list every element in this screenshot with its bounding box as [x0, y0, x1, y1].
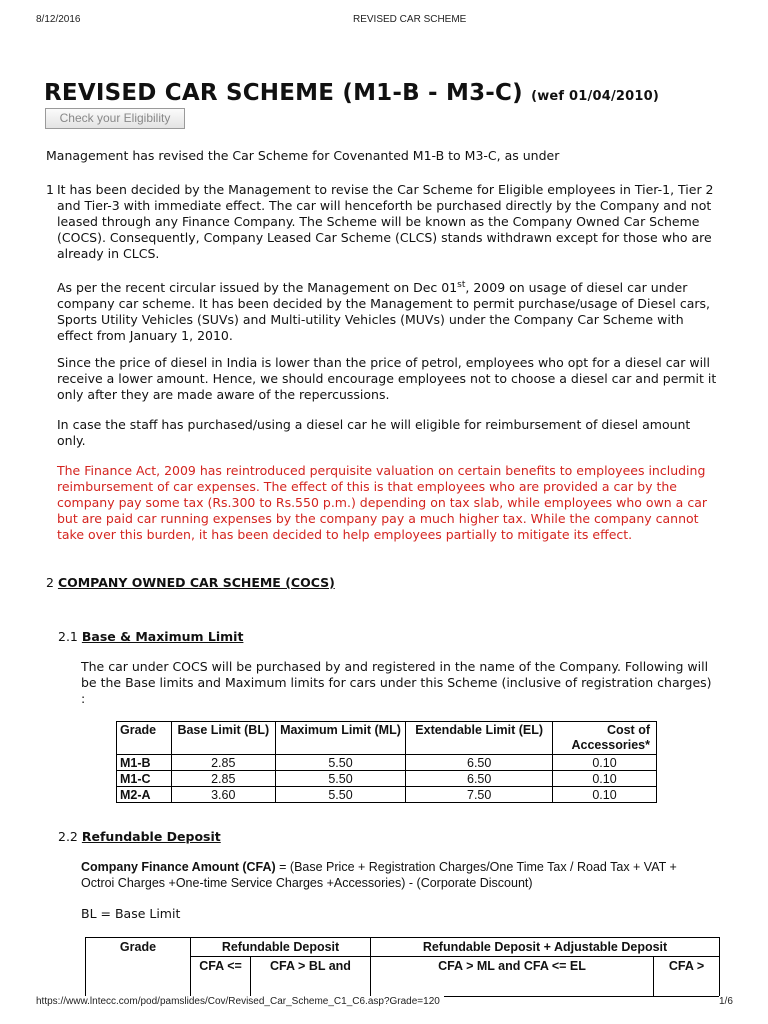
subsection-2-1-title: Base & Maximum Limit — [81, 629, 244, 644]
text-line: only. — [57, 433, 86, 448]
print-url: https://www.lntecc.com/pod/pamslides/Cov/Revised_Car_Scheme_C1_C6.asp?Grade=120 — [36, 996, 444, 1007]
column-subheader: CFA <= — [191, 957, 251, 997]
text-line: leased through any Finance Company. The Scheme will be known as the Company Owned Car Scheme — [57, 214, 700, 229]
base-limit-definition: BL = Base Limit — [81, 906, 181, 921]
table-row — [117, 771, 657, 787]
table-cell: 7.50 — [406, 787, 553, 803]
text-line: Sports Utility Vehicles (SUVs) and Multi-utility Vehicles (MUVs) under the Company Car Scheme with — [57, 312, 684, 328]
column-subheader: CFA > ML and CFA <= EL — [371, 957, 654, 997]
subsection-2-1-heading — [58, 629, 243, 645]
text-line: In case the staff has purchased/using a diesel car he will eligible for reimbursement of diesel amount — [57, 417, 691, 432]
finance-act-paragraph — [57, 463, 707, 543]
text-line: Since the price of diesel in India is lower than the price of petrol, employees who opt for a diesel car will — [57, 355, 710, 370]
column-header — [371, 938, 720, 957]
column-header: Extendable Limit (EL) — [406, 722, 553, 755]
table-cell: 0.10 — [553, 755, 657, 771]
check-eligibility-button[interactable]: Check your Eligibility — [45, 108, 185, 129]
section-2-heading — [46, 575, 335, 591]
grade-cell: M1-C — [117, 771, 172, 787]
text-line: The Finance Act, 2009 has reintroduced perquisite valuation on certain benefits to employees including — [57, 463, 706, 478]
table-header-row — [117, 722, 657, 755]
text-fragment: = (Base Price + Registration Charges/One Time Tax / Road Tax + VAT + — [275, 860, 677, 874]
text-line: The car under COCS will be purchased by and registered in the name of the Company. Following will — [81, 659, 709, 674]
table-cell: 5.50 — [275, 755, 406, 771]
section-1-number: 1 — [46, 182, 54, 197]
text-line: already in CLCS. — [57, 246, 160, 261]
print-page-number: 1/6 — [719, 996, 733, 1007]
text-line: be the Base limits and Maximum limits for cars under this Scheme (inclusive of registration charges) — [81, 675, 712, 690]
text-line: : — [81, 691, 86, 706]
column-subheader: CFA > BL and — [251, 957, 371, 997]
table-header-row — [86, 938, 720, 957]
table-cell: 2.85 — [171, 771, 275, 787]
text-fragment: , 2009 on usage of diesel car under — [465, 280, 688, 296]
text-line: reimbursement of car expenses. The effect of this is that employees who are provided a car by the — [57, 479, 677, 494]
subsection-2-2-number: 2.2 — [58, 829, 78, 844]
cfa-definition — [81, 859, 677, 891]
deposit-table — [85, 937, 720, 997]
grade-cell: M2-A — [117, 787, 172, 803]
section-2-number: 2 — [46, 575, 54, 590]
text-line: only after they are made aware of the repercussions. — [57, 387, 390, 402]
text-line: effect from January 1, 2010. — [57, 328, 233, 344]
subsection-2-2-title: Refundable Deposit — [81, 829, 221, 844]
table-cell: 6.50 — [406, 771, 553, 787]
text-line: take over this burden, it has been decided to help employees partially to mitigate its effect. — [57, 527, 633, 542]
column-header: Cost of Accessories* — [553, 722, 657, 755]
column-header: Refundable Deposit — [191, 938, 371, 957]
diesel-reimbursement-paragraph — [57, 417, 690, 449]
diesel-price-paragraph — [57, 355, 716, 403]
table-cell: 5.50 — [275, 771, 406, 787]
title-effective-date: (wef 01/04/2010) — [531, 89, 660, 104]
intro-paragraph: Management has revised the Car Scheme for Covenanted M1-B to M3-C, as under — [46, 148, 560, 163]
subsection-2-2-heading — [58, 829, 221, 845]
table-cell: 2.85 — [171, 755, 275, 771]
column-header: Grade — [117, 722, 172, 755]
header-text: Refundable Deposit + Adjustable Deposit — [422, 940, 668, 954]
text-line — [81, 859, 677, 875]
text-line: company car scheme. It has been decided by the Management to permit purchase/usage of Diesel cars, — [57, 296, 710, 312]
column-header: Grade — [86, 938, 191, 997]
grade-cell: M1-B — [117, 755, 172, 771]
table-cell: 6.50 — [406, 755, 553, 771]
superscript: st — [457, 280, 466, 290]
title-text: REVISED CAR SCHEME (M1-B - M3-C) — [44, 80, 523, 106]
text-line: but are paid car running expenses by the company pay a much higher tax. While the company cannot — [57, 511, 699, 526]
column-header: Maximum Limit (ML) — [275, 722, 406, 755]
text-fragment: As per the recent circular issued by the Management on Dec 01 — [57, 280, 458, 296]
section-2-title: COMPANY OWNED CAR SCHEME (COCS) — [57, 575, 335, 590]
column-header: Base Limit (BL) — [171, 722, 275, 755]
print-title: REVISED CAR SCHEME — [353, 14, 467, 25]
print-date: 8/12/2016 — [36, 14, 81, 25]
table-cell: 5.50 — [275, 787, 406, 803]
document-title — [44, 80, 659, 106]
column-subheader: CFA > — [654, 957, 720, 997]
table-cell: 0.10 — [553, 787, 657, 803]
subsection-2-1-number: 2.1 — [58, 629, 78, 644]
text-line: Octroi Charges +One-time Service Charges +Accessories) - (Corporate Discount) — [81, 876, 533, 890]
text-line: company pay some tax (Rs.300 to Rs.550 p.m.) depending on tax slab, while employees who own a car — [57, 495, 707, 510]
text-line — [57, 277, 710, 296]
diesel-circular-paragraph — [57, 277, 710, 344]
section-1-paragraph — [57, 182, 714, 262]
table-row — [117, 787, 657, 803]
text-line: receive a lower amount. Hence, we should encourage employees not to choose a diesel car and permit it — [57, 371, 717, 386]
cfa-term: Company Finance Amount (CFA) — [81, 860, 276, 874]
limits-table — [116, 721, 657, 803]
base-limit-paragraph — [81, 659, 712, 707]
table-row — [117, 755, 657, 771]
text-line: and Tier-3 with immediate effect. The car will henceforth be purchased directly by the Company and not — [57, 198, 712, 213]
text-line: (COCS). Consequently, Company Leased Car Scheme (CLCS) stands withdrawn except for those who are — [57, 230, 712, 245]
table-cell: 0.10 — [553, 771, 657, 787]
text-line: It has been decided by the Management to revise the Car Scheme for Eligible employees in Tier-1, Tier 2 — [57, 182, 714, 197]
table-cell: 3.60 — [171, 787, 275, 803]
